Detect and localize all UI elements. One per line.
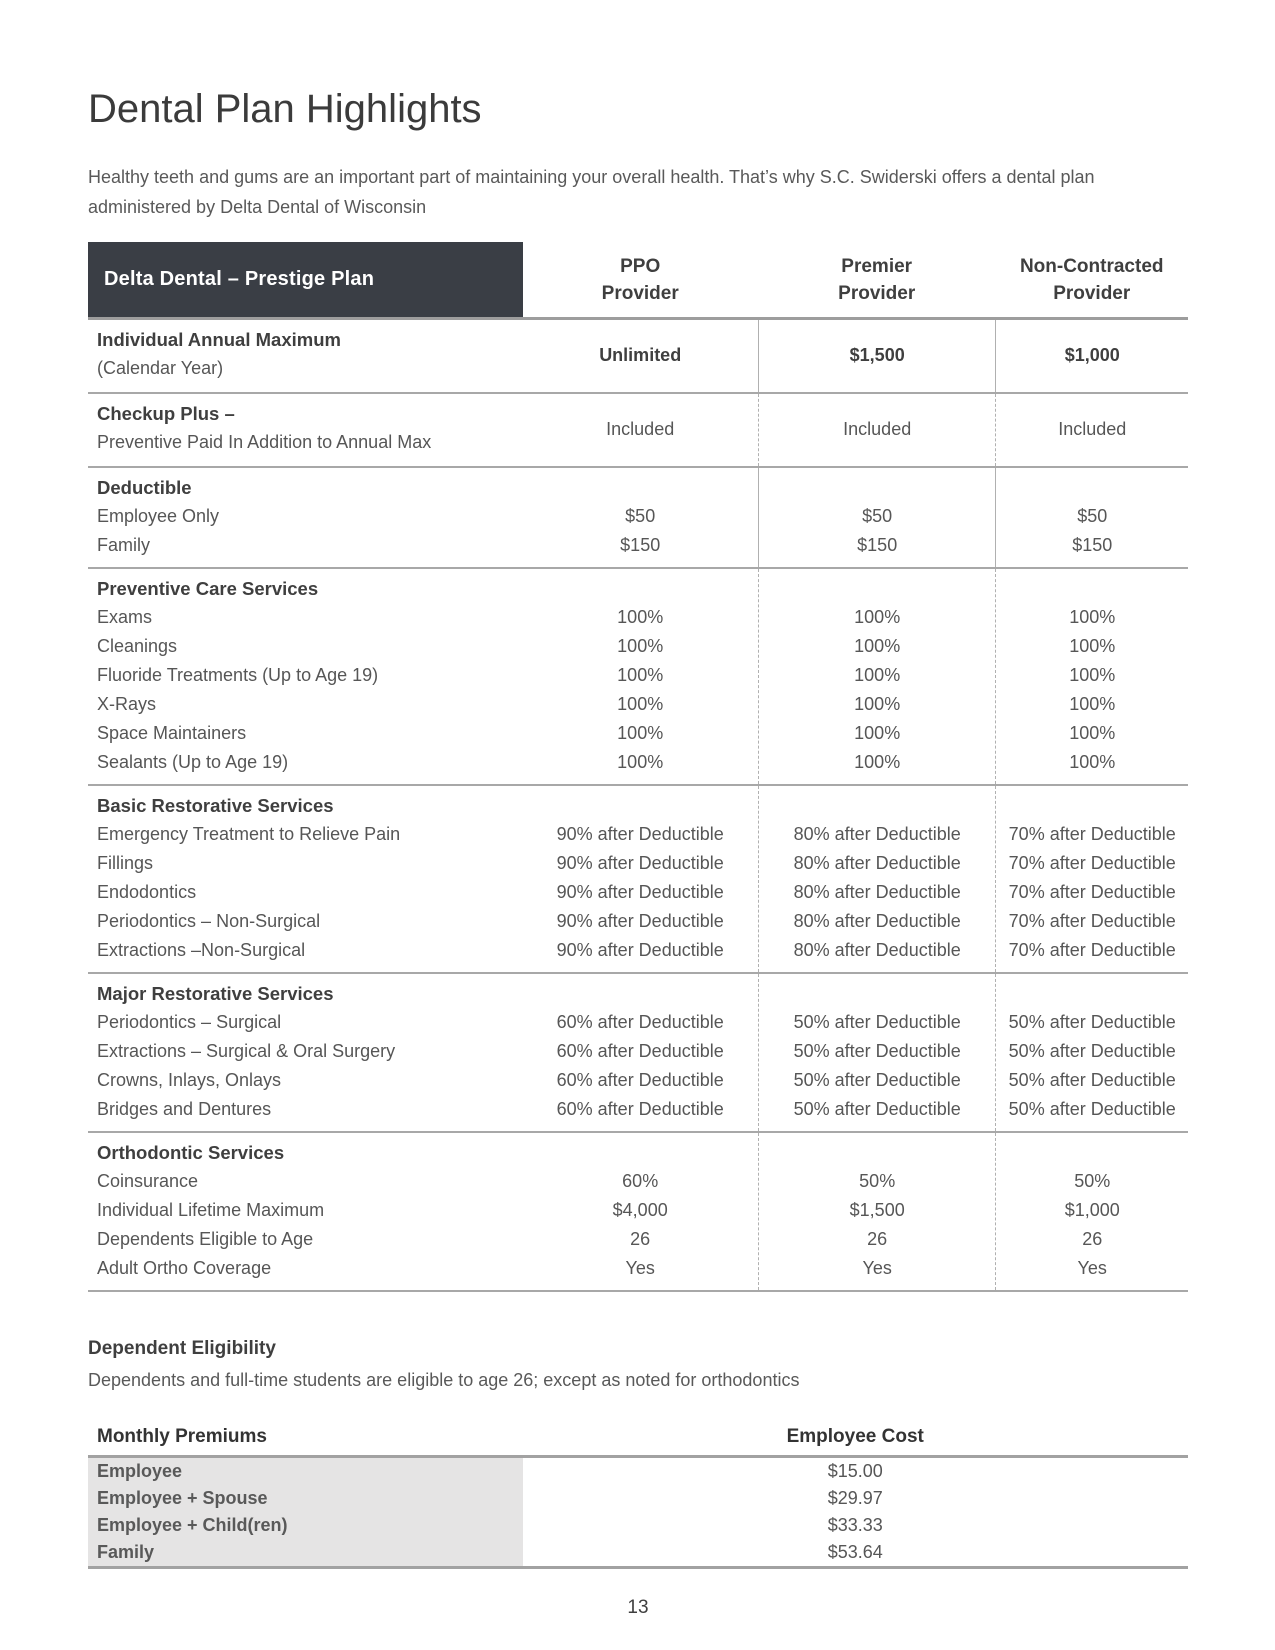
section-label-column bbox=[88, 569, 523, 784]
cell-value: $50 bbox=[625, 506, 656, 526]
row-label: Space Maintainers bbox=[97, 723, 247, 743]
dependent-eligibility-text: Dependents and full-time students are eligible to age 26; except as noted for orthodontics bbox=[88, 1370, 800, 1390]
cell-value: 90% after Deductible bbox=[556, 911, 724, 931]
cell-value: 50% after Deductible bbox=[793, 1099, 961, 1119]
cell-value: 50% after Deductible bbox=[793, 1070, 961, 1090]
spacer-line bbox=[759, 574, 996, 603]
cell-value: 100% bbox=[617, 636, 664, 656]
cell-value: 60% after Deductible bbox=[556, 1012, 724, 1032]
value-column bbox=[523, 468, 758, 567]
plan-table bbox=[88, 242, 1188, 1292]
spacer-line bbox=[523, 791, 758, 820]
page-title: Dental Plan Highlights bbox=[88, 87, 482, 131]
column-header-non-contracted bbox=[995, 242, 1188, 317]
cell-value: $1,500 bbox=[849, 344, 905, 365]
premium-tier-label: Family bbox=[88, 1539, 523, 1566]
section-label-column bbox=[88, 468, 523, 567]
value-column bbox=[995, 394, 1188, 466]
section-label-column bbox=[88, 1133, 523, 1290]
premium-cost-value: $53.64 bbox=[827, 1542, 883, 1562]
spacer-line bbox=[523, 1138, 758, 1167]
cell-value: 50% after Deductible bbox=[1008, 1099, 1176, 1119]
premium-tier-label: Employee + Spouse bbox=[88, 1485, 523, 1512]
cell-value: 100% bbox=[1069, 636, 1116, 656]
cell-value: 50% bbox=[1074, 1171, 1111, 1191]
cell-value: 70% after Deductible bbox=[1008, 911, 1176, 931]
value-column bbox=[995, 569, 1188, 784]
cell-value: 60% after Deductible bbox=[556, 1070, 724, 1090]
section-title: Preventive Care Services bbox=[97, 578, 319, 599]
row-label: Exams bbox=[97, 607, 153, 627]
value-column bbox=[758, 1133, 996, 1290]
cell-value: $50 bbox=[1077, 506, 1108, 526]
premium-row bbox=[88, 1485, 1188, 1512]
premium-row bbox=[88, 1512, 1188, 1539]
cell-value: 80% after Deductible bbox=[793, 940, 961, 960]
cell-value: Yes bbox=[862, 1258, 892, 1278]
premiums-table-body bbox=[88, 1458, 1188, 1569]
cell-value: 100% bbox=[617, 694, 664, 714]
row-label: Cleanings bbox=[97, 636, 178, 656]
row-label: Extractions – Surgical & Oral Surgery bbox=[97, 1041, 396, 1061]
cell-value: 100% bbox=[854, 694, 901, 714]
row-label: Crowns, Inlays, Onlays bbox=[97, 1070, 282, 1090]
spacer-line bbox=[996, 574, 1188, 603]
cell-value: 50% after Deductible bbox=[1008, 1070, 1176, 1090]
premium-cost-value: $33.33 bbox=[827, 1515, 883, 1535]
cell-value: 70% after Deductible bbox=[1008, 940, 1176, 960]
value-column bbox=[995, 320, 1188, 392]
cell-value: Included bbox=[843, 418, 912, 439]
spacer-line bbox=[523, 979, 758, 1008]
cell-value: 60% after Deductible bbox=[556, 1041, 724, 1061]
cell-value: 50% bbox=[859, 1171, 896, 1191]
cell-value: 90% after Deductible bbox=[556, 940, 724, 960]
column-header-line: Provider bbox=[601, 282, 679, 304]
section-subtitle: Preventive Paid In Addition to Annual Max bbox=[97, 432, 432, 452]
row-label: Fillings bbox=[97, 853, 154, 873]
row-label: Adult Ortho Coverage bbox=[97, 1258, 272, 1278]
cell-value: $1,500 bbox=[849, 1200, 905, 1220]
cell-value: Included bbox=[1058, 418, 1127, 439]
value-column bbox=[523, 394, 758, 466]
cell-value: 26 bbox=[867, 1229, 888, 1249]
cell-value: 60% after Deductible bbox=[556, 1099, 724, 1119]
value-column bbox=[758, 320, 996, 392]
cell-value: 80% after Deductible bbox=[793, 853, 961, 873]
column-header-ppo bbox=[523, 242, 758, 317]
section-label-column bbox=[88, 320, 523, 392]
cell-value: 70% after Deductible bbox=[1008, 853, 1176, 873]
cell-value: $1,000 bbox=[1064, 1200, 1120, 1220]
value-column bbox=[523, 786, 758, 972]
column-header-line: Provider bbox=[838, 282, 916, 304]
column-header-line: Premier bbox=[841, 255, 913, 277]
plan-section bbox=[88, 468, 1188, 569]
cell-value: 50% after Deductible bbox=[1008, 1012, 1176, 1032]
cell-value: 26 bbox=[1082, 1229, 1103, 1249]
row-label: Extractions –Non-Surgical bbox=[97, 940, 306, 960]
premium-row bbox=[88, 1458, 1188, 1485]
column-header-premier bbox=[758, 242, 996, 317]
value-column bbox=[523, 320, 758, 392]
cell-value: Yes bbox=[625, 1258, 655, 1278]
cell-value: 90% after Deductible bbox=[556, 882, 724, 902]
plan-section bbox=[88, 569, 1188, 786]
spacer-line bbox=[759, 791, 996, 820]
page-number: 13 bbox=[627, 1597, 649, 1618]
cell-value: $1,000 bbox=[1064, 344, 1120, 365]
cell-value: 100% bbox=[854, 636, 901, 656]
section-label-column bbox=[88, 394, 523, 466]
cell-value: 100% bbox=[617, 723, 664, 743]
cell-value: 100% bbox=[854, 607, 901, 627]
cell-value: $150 bbox=[857, 535, 898, 555]
row-label: Individual Lifetime Maximum bbox=[97, 1200, 325, 1220]
intro-text: Healthy teeth and gums are an important part of maintaining your overall health. That’s why S.C. Swiderski offers a dental plan administered by Delta Dental of Wisconsin bbox=[88, 167, 1095, 217]
cell-value: 70% after Deductible bbox=[1008, 824, 1176, 844]
row-label: Endodontics bbox=[97, 882, 197, 902]
cell-value: 80% after Deductible bbox=[793, 824, 961, 844]
value-column bbox=[995, 1133, 1188, 1290]
cell-value: Included bbox=[606, 418, 675, 439]
cell-value: 90% after Deductible bbox=[556, 824, 724, 844]
premium-tier-label: Employee bbox=[88, 1458, 523, 1485]
row-label: Fluoride Treatments (Up to Age 19) bbox=[97, 665, 379, 685]
plan-section bbox=[88, 786, 1188, 974]
cell-value: 26 bbox=[630, 1229, 651, 1249]
value-column bbox=[758, 569, 996, 784]
spacer-line bbox=[523, 574, 758, 603]
cell-value: 80% after Deductible bbox=[793, 911, 961, 931]
premium-cost-value: $15.00 bbox=[827, 1461, 883, 1481]
cell-value: 70% after Deductible bbox=[1008, 882, 1176, 902]
plan-section bbox=[88, 974, 1188, 1133]
premium-cost-value: $29.97 bbox=[827, 1488, 883, 1508]
dependent-eligibility-title: Dependent Eligibility bbox=[88, 1338, 276, 1359]
plan-section bbox=[88, 320, 1188, 394]
value-column bbox=[758, 394, 996, 466]
row-label: Sealants (Up to Age 19) bbox=[97, 752, 289, 772]
plan-name-header: Delta Dental – Prestige Plan bbox=[88, 242, 523, 317]
cell-value: Unlimited bbox=[599, 344, 682, 365]
cell-value: 100% bbox=[854, 665, 901, 685]
row-label: Coinsurance bbox=[97, 1171, 199, 1191]
column-header-line: PPO bbox=[620, 255, 661, 277]
plan-table-header bbox=[88, 242, 1188, 320]
value-column bbox=[995, 974, 1188, 1131]
cell-value: $4,000 bbox=[612, 1200, 668, 1220]
value-column bbox=[995, 468, 1188, 567]
row-label: Bridges and Dentures bbox=[97, 1099, 272, 1119]
value-column bbox=[523, 974, 758, 1131]
row-label: Dependents Eligible to Age bbox=[97, 1229, 314, 1249]
section-label-column bbox=[88, 786, 523, 972]
premiums-table bbox=[88, 1426, 1188, 1569]
section-title: Basic Restorative Services bbox=[97, 795, 334, 816]
cell-value: $50 bbox=[862, 506, 893, 526]
cell-value: 100% bbox=[1069, 665, 1116, 685]
cell-value: Yes bbox=[1077, 1258, 1107, 1278]
row-label: Emergency Treatment to Relieve Pain bbox=[97, 824, 401, 844]
spacer-line bbox=[759, 979, 996, 1008]
cell-value: 100% bbox=[1069, 752, 1116, 772]
plan-section bbox=[88, 1133, 1188, 1292]
cell-value: 100% bbox=[1069, 723, 1116, 743]
spacer-line bbox=[523, 473, 758, 502]
cell-value: 50% after Deductible bbox=[793, 1012, 961, 1032]
value-column bbox=[758, 974, 996, 1131]
cell-value: 100% bbox=[617, 665, 664, 685]
cell-value: 100% bbox=[1069, 607, 1116, 627]
row-label: Periodontics – Surgical bbox=[97, 1012, 282, 1032]
spacer-line bbox=[996, 791, 1188, 820]
employee-cost-header: Employee Cost bbox=[786, 1426, 924, 1447]
cell-value: 100% bbox=[617, 752, 664, 772]
plan-section bbox=[88, 394, 1188, 468]
premium-tier-label: Employee + Child(ren) bbox=[88, 1512, 523, 1539]
section-title: Checkup Plus – bbox=[97, 403, 235, 424]
section-title: Orthodontic Services bbox=[97, 1142, 285, 1163]
cell-value: 80% after Deductible bbox=[793, 882, 961, 902]
row-label: Periodontics – Non-Surgical bbox=[97, 911, 321, 931]
section-title: Major Restorative Services bbox=[97, 983, 334, 1004]
cell-value: 100% bbox=[854, 752, 901, 772]
cell-value: 100% bbox=[854, 723, 901, 743]
cell-value: $150 bbox=[1072, 535, 1113, 555]
cell-value: $150 bbox=[620, 535, 661, 555]
value-column bbox=[523, 1133, 758, 1290]
cell-value: 50% after Deductible bbox=[1008, 1041, 1176, 1061]
column-header-line: Non-Contracted bbox=[1019, 255, 1164, 277]
spacer-line bbox=[996, 1138, 1188, 1167]
cell-value: 90% after Deductible bbox=[556, 853, 724, 873]
column-header-line: Provider bbox=[1053, 282, 1131, 304]
value-column bbox=[758, 786, 996, 972]
row-label: Family bbox=[97, 535, 150, 555]
plan-table-body bbox=[88, 320, 1188, 1292]
spacer-line bbox=[996, 473, 1188, 502]
cell-value: 100% bbox=[617, 607, 664, 627]
cell-value: 100% bbox=[1069, 694, 1116, 714]
section-title: Individual Annual Maximum bbox=[97, 329, 341, 350]
premium-row bbox=[88, 1539, 1188, 1566]
row-label: Employee Only bbox=[97, 506, 220, 526]
value-column bbox=[523, 569, 758, 784]
spacer-line bbox=[759, 1138, 996, 1167]
section-label-column bbox=[88, 974, 523, 1131]
cell-value: 60% bbox=[622, 1171, 659, 1191]
value-column bbox=[758, 468, 996, 567]
section-subtitle: (Calendar Year) bbox=[97, 358, 224, 378]
premiums-table-header bbox=[88, 1426, 1188, 1458]
spacer-line bbox=[996, 979, 1188, 1008]
row-label: X-Rays bbox=[97, 694, 157, 714]
section-title: Deductible bbox=[97, 477, 192, 498]
cell-value: 50% after Deductible bbox=[793, 1041, 961, 1061]
premiums-title: Monthly Premiums bbox=[97, 1426, 267, 1447]
value-column bbox=[995, 786, 1188, 972]
spacer-line bbox=[759, 473, 996, 502]
